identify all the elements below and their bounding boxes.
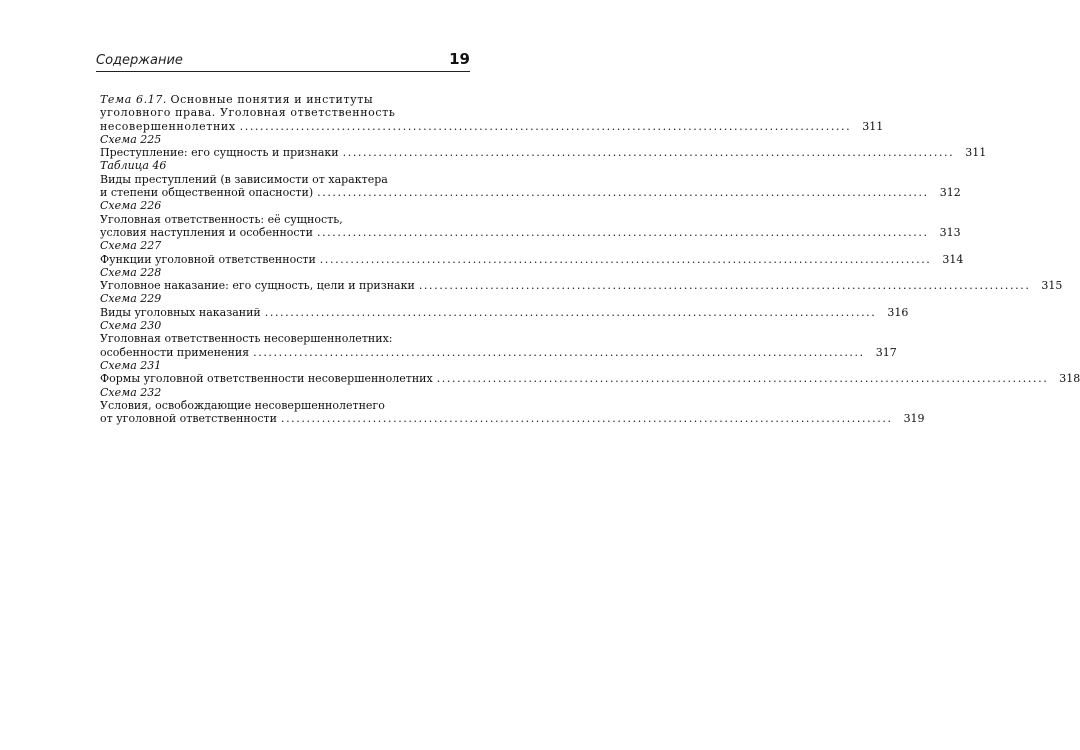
entry-title-line: и степени общественной опасности) (100, 186, 314, 200)
dot-leader: ........................................................................................................................ (264, 305, 877, 319)
toc-entry[interactable] (100, 358, 1080, 386)
entry-title-line: Виды уголовных наказаний (100, 305, 261, 319)
toc-entries (100, 132, 1080, 426)
running-title: Содержание (96, 53, 183, 68)
toc-entry[interactable] (100, 292, 909, 319)
entry-title-line: от уголовной ответственности (100, 412, 277, 426)
page-header (96, 50, 470, 72)
entry-title-line: условия наступления и особенности (100, 225, 313, 239)
dot-leader: ........................................................................................................................ (436, 372, 1049, 386)
topic-title-line: Основные понятия и институты (170, 93, 374, 106)
topic-title-line: уголовного права. Уголовная ответственность (100, 106, 396, 120)
entry-caption: Схема 230 (100, 319, 162, 333)
toc-page-number: 319 (903, 412, 925, 426)
entry-caption: Схема 228 (100, 265, 162, 279)
toc-topic-entry[interactable] (100, 93, 884, 133)
entry-caption: Схема 225 (100, 132, 162, 146)
topic-label: Тема 6.17. (100, 93, 168, 106)
toc-entry[interactable] (100, 239, 964, 266)
toc-page-number: 318 (1059, 372, 1080, 386)
entry-title-line: Формы уголовной ответственности несовершеннолетних (100, 372, 433, 386)
entry-title-line: Условия, освобождающие несовершеннолетнего (100, 398, 385, 412)
entry-title-line: Функции уголовной ответственности (100, 252, 316, 266)
dot-leader: ........................................................................................................................ (280, 412, 893, 426)
entry-title-line: Уголовная ответственность несовершеннолетних: (100, 332, 393, 346)
entry-caption: Схема 229 (100, 292, 162, 306)
topic-title-line: несовершеннолетних (100, 119, 236, 133)
toc-entry[interactable] (100, 385, 925, 426)
page-number: 19 (449, 50, 470, 68)
dot-leader: ........................................................................................................................ (418, 279, 1031, 293)
entry-caption: Таблица 46 (100, 159, 167, 173)
toc-page-number: 314 (942, 252, 964, 266)
toc-page-number: 315 (1041, 279, 1063, 293)
toc-entry[interactable] (100, 199, 961, 239)
toc-page-number: 316 (887, 305, 909, 319)
dot-leader: ........................................................................................................................ (342, 146, 955, 160)
toc-entry[interactable] (100, 265, 1063, 293)
toc-entry[interactable] (100, 159, 961, 200)
toc-entry[interactable] (100, 319, 897, 359)
entry-title-line: Преступление: его сущность и признаки (100, 146, 339, 160)
entry-caption: Схема 226 (100, 199, 162, 213)
entry-caption: Схема 227 (100, 239, 162, 253)
toc-page-number: 312 (939, 186, 961, 200)
dot-leader: ........................................................................................................................ (239, 119, 852, 133)
dot-leader: ........................................................................................................................ (319, 252, 932, 266)
toc-page-number: 311 (965, 146, 987, 160)
entry-title-line: Виды преступлений (в зависимости от характера (100, 172, 388, 186)
dot-leader: ........................................................................................................................ (316, 225, 929, 239)
entry-caption: Схема 231 (100, 358, 162, 372)
toc-page-number: 311 (862, 119, 884, 133)
entry-title-line: Уголовное наказание: его сущность, цели и признаки (100, 279, 415, 293)
table-of-contents (100, 93, 1080, 426)
dot-leader: ........................................................................................................................ (317, 186, 929, 200)
toc-entry[interactable] (100, 132, 987, 160)
entry-caption: Схема 232 (100, 385, 162, 399)
toc-page-number: 313 (939, 225, 961, 239)
header-rule (96, 71, 470, 72)
entry-title-line: Уголовная ответственность: её сущность, (100, 212, 343, 226)
toc-page-number: 317 (875, 345, 897, 359)
dot-leader: ........................................................................................................................ (253, 345, 865, 359)
entry-title-line: особенности применения (100, 345, 250, 359)
